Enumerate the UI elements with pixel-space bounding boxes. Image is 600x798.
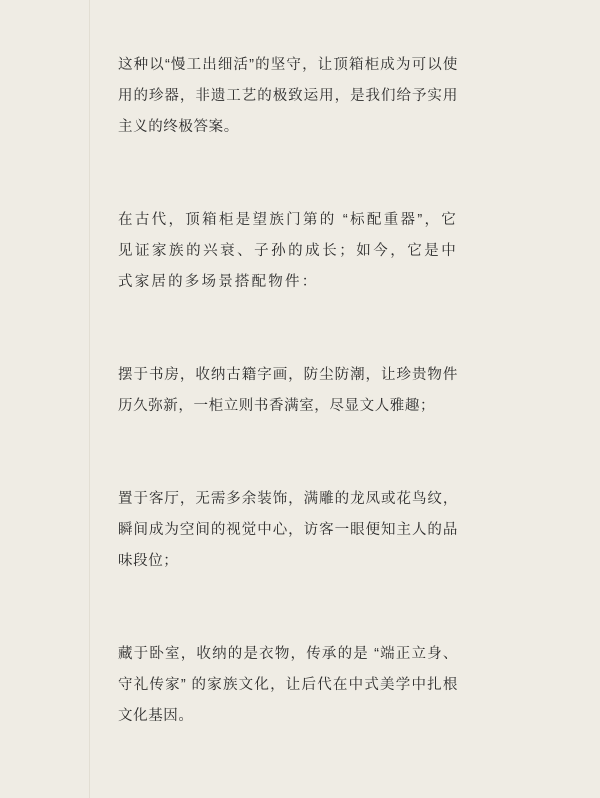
left-margin-rule	[89, 0, 90, 798]
paragraph-1: 这种以“慢工出细活”的坚守，让顶箱柜成为可以使用的珍器，非遗工艺的极致运用，是我们给予实用主义的终极答案。	[118, 57, 458, 135]
paragraph-3: 摆于书房，收纳古籍字画，防尘防潮，让珍贵物件历久弥新，一柜立则书香满室，尽显文人雅趣；	[118, 367, 458, 414]
paragraph-4: 置于客厅，无需多余装饰，满雕的龙凤或花鸟纹，瞬间成为空间的视觉中心，访客一眼便知主人的品味段位；	[118, 491, 458, 569]
paragraph-2: 在古代，顶箱柜是望族门第的 “标配重器”，它见证家族的兴衰、子孙的成长；如今，它是中式家居的多场景搭配物件：	[118, 212, 458, 290]
article-body	[118, 50, 458, 732]
paragraph-5: 藏于卧室，收纳的是衣物，传承的是 “端正立身、守礼传家” 的家族文化，让后代在中式美学中扎根文化基因。	[118, 646, 458, 724]
